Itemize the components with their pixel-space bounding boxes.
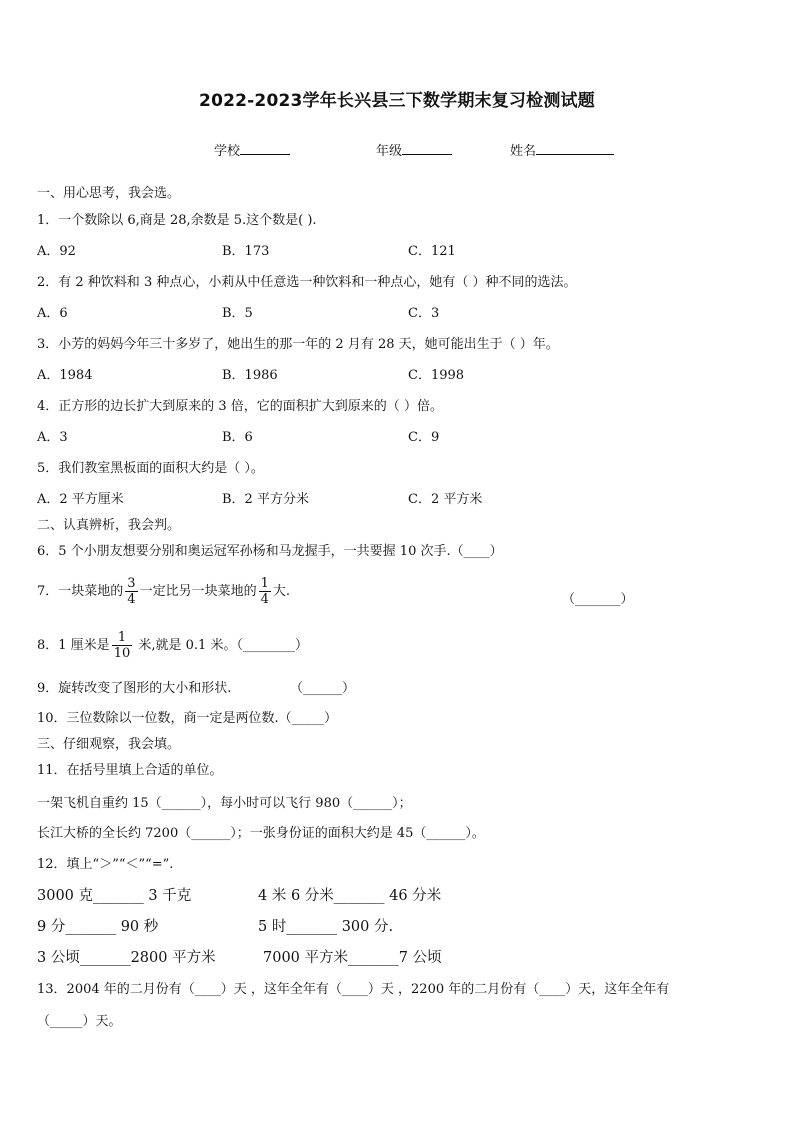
q12-row-3-left: 3 公顷_______2800 平方米 [37,950,216,966]
q7-pre: 7．一块菜地的 [37,584,124,599]
q12-row-2-left: 9 分_______ 90 秒 [37,919,159,935]
q12-row-1-left: 3000 克_______ 3 千克 [37,888,192,904]
q8-denominator: 10 [113,646,131,661]
q9-text: 9．旋转改变了图形的大小和形状. [37,681,232,696]
q10-text: 10．三位数除以一位数，商一定是两位数.（_____） [37,711,338,726]
q11-stem: 11．在括号里填上合适的单位。 [37,763,223,778]
school-field [214,140,290,159]
q7-line [37,576,290,607]
q7-f2-numerator: 1 [260,576,269,591]
name-blank [536,142,614,155]
q8-fraction [112,630,133,661]
q11-line-2: 长江大桥的全长约 7200（______）；一张身份证的面积大约是 45（______）。 [37,826,485,841]
q8-pre: 8．1 厘米是 [37,638,110,653]
name-field [510,140,614,159]
q3-option-b: B．1986 [222,368,278,383]
q8-post: 米,就是 0.1 米。（________） [134,638,308,653]
q13-line-2: （_____）天。 [37,1014,122,1029]
q2-option-b: B．5 [222,306,253,321]
q12-row-1-right: 4 米 6 分米_______ 46 分米 [258,888,442,904]
q8-numerator: 1 [117,630,127,645]
q3-option-a: A．1984 [37,368,93,383]
q7-fraction-1 [125,576,137,607]
page-title: 2022-2023学年长兴县三下数学期末复习检测试题 [199,91,595,111]
q12-row-2-right: 5 时_______ 300 分. [258,919,394,935]
q2-stem: 2．有 2 种饮料和 3 种点心，小莉从中任意选一种饮料和一种点心，她有（ ）种不同的选法。 [37,275,577,290]
q7-f2-denominator: 4 [260,592,269,607]
grade-label: 年级 [376,144,403,159]
section-1-heading: 一、用心思考，我会选。 [37,186,181,201]
q3-option-c: C．1998 [408,368,465,383]
q1-option-b: B．173 [222,244,270,259]
q1-option-a: A．92 [37,244,76,259]
q5-option-c: C．2 平方米 [408,492,483,507]
q5-stem: 5．我们教室黑板面的面积大约是（ ）。 [37,461,264,476]
q7-blank: （_______） [562,592,634,607]
q4-stem: 4．正方形的边长扩大到原来的 3 倍，它的面积扩大到原来的（ ）倍。 [37,399,443,414]
q4-option-b: B．6 [222,430,253,445]
q7-f1-numerator: 3 [127,576,136,591]
q7-mid: 一定比另一块菜地的 [139,584,257,599]
q7-f1-denominator: 4 [127,592,136,607]
q1-stem: 1．一个数除以 6,商是 28,余数是 5.这个数是( ). [37,213,317,228]
q2-option-a: A．6 [37,306,68,321]
q8-line [37,630,308,661]
q7-post: 大. [272,584,290,599]
q11-line-1: 一架飞机自重约 15（______），每小时可以飞行 980（______）； [37,796,412,811]
q5-option-a: A．2 平方厘米 [37,492,124,507]
school-blank [240,142,290,155]
q1-option-c: C．121 [408,244,456,259]
grade-blank [402,142,452,155]
q2-option-c: C．3 [408,306,440,321]
school-label: 学校 [214,144,241,159]
q13-line-1: 13．2004 年的二月份有（____）天 ，这年全年有（____）天 ，2200 年的二月份有（____）天，这年全年有 [37,982,670,997]
q12-row-3-right: 7000 平方米_______7 公顷 [263,950,442,966]
q9-blank: （______） [290,681,356,696]
section-2-heading: 二、认真辨析，我会判。 [37,518,181,533]
grade-field [376,140,452,159]
q6-text: 6．5 个小朋友想要分别和奥运冠军孙杨和马龙握手，一共要握 10 次手.（____） [37,544,503,559]
q12-stem: 12．填上“＞”“＜”“=”. [37,857,174,872]
section-3-heading: 三、仔细观察，我会填。 [37,737,181,752]
q4-option-a: A．3 [37,430,68,445]
q4-option-c: C．9 [408,430,440,445]
q7-fraction-2 [259,576,271,607]
q3-stem: 3．小芳的妈妈今年三十多岁了，她出生的那一年的 2 月有 28 天，她可能出生于（ ）年。 [37,337,559,352]
name-label: 姓名 [510,144,537,159]
q5-option-b: B．2 平方分米 [222,492,309,507]
